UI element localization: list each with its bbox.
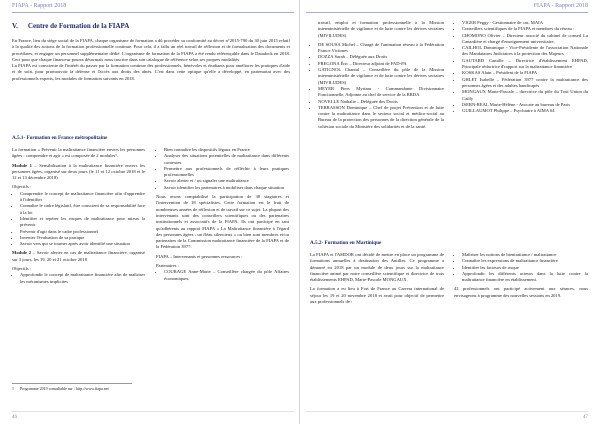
left-header-rule	[12, 12, 294, 13]
list-item: • FREGONA Éric – Directeur adjoint de FAD-PA	[318, 61, 444, 67]
martinique-paragraph-2: La formation a eu lieu à Fort de France au Carrera international de séjour les 19 et 20 novembre 2018 et avait pour objectif de permettre aux professionnels de :	[310, 286, 444, 305]
list-item: • GAUTARD Camille – Directrice d'établissement EHPAD, Principale rédactrice d'rapport sur la maltraitance financière	[462, 58, 588, 71]
right-page-number: 47	[583, 415, 588, 420]
intervenants-label: FIAPA – Intervenants et personnes ressources :	[156, 253, 243, 259]
module-2-paragraph	[12, 250, 145, 263]
participation-paragraph: Nous avons comptabilisé la participation de 38 stagiaires et l'intervention de 18 spécialistes. Cette formation est le fruit de nombreuses années de réflexion et de travail sur ce sujet. La plupart des intervenants sont des conseillers scientifiques ou des partenaires institutionnels et associatifs de la FIAPA. Ils ont participé en tant qu'adhérents au rapport FIAPA « La Maltraitance financière à l'égard des personnes âgées : un fléau silencieux » ou bien sont membres et/ou partenaires de la Commission maltraitance financière de la FIAPA et de la Fédération 3977.	[156, 194, 289, 250]
objectives-list-2-cont	[156, 147, 289, 191]
advisors-list	[454, 20, 588, 114]
list-item: • VIGER Peggy - Gestionnaire de cas, MAIA	[462, 20, 588, 26]
intervenants-list	[310, 42, 444, 130]
footnote-text: Programme 2019 consultable sur : http://www.fiapa.net	[20, 386, 109, 391]
list-item: • CHOMONO Olivier – Directeur associé du cabinet de conseil La Canardière et chargé d'enseignement universitaire,	[462, 33, 588, 46]
section-title	[12, 22, 139, 30]
module-2-label: Module 2	[12, 250, 32, 256]
section-number: V.	[12, 22, 18, 30]
objectifs-2-label: Objectifs :	[12, 266, 32, 272]
subsection-title-france: A.5.1- Formation en France métropolitaine	[12, 135, 108, 141]
module-1-label: Module 1	[12, 162, 32, 168]
module-1-text: – Sensibilisation à la maltraitance financière envers les personnes âgées, organisé sur deux jours (le 11 et 12 octobre 2018 et le 12 et 13 décembre 2018).	[12, 162, 145, 181]
list-item: • COURAGE Anne-Marie – Conseillère chargée du pôle Affaires économiques,	[164, 269, 289, 282]
list-item: • Permettre aux professionnels de réfléchir à leurs pratiques professionnelles	[164, 166, 289, 179]
module-1-paragraph	[12, 163, 145, 182]
left-column-b	[156, 147, 289, 285]
list-item: • GUILLAUMOT Philippe – Psychiatre à AIMA 64	[462, 108, 588, 114]
list-item: • Analyser des situations potentielles de maltraitance dans différents contextes	[164, 153, 289, 166]
footnote-number: 1	[12, 386, 14, 391]
right-page	[300, 0, 600, 424]
list-item: • NOVELLE Nathalie – Déléguée des Droits	[318, 99, 444, 105]
list-item: • GHLET Isabelle – Fédération 3977 contre la maltraitance des personnes âgées et des adultes handicapés	[462, 77, 588, 90]
formation-intro: La formation « Prévenir la maltraitance financière envers les personnes âgées : comprendre et agir » est composée de 2 modules¹.	[12, 147, 145, 159]
list-item: • Savoir identifier les partenaires à mobiliser dans chaque situation	[164, 185, 289, 191]
martinique-objectives-list	[454, 252, 588, 283]
list-item: • Inventer l'évaluation de sa pratique	[20, 235, 145, 241]
right-column-b	[454, 20, 588, 117]
list-item: • Identifier et repérer les risques de maltraitance pour mieux la prévenir	[20, 216, 145, 229]
left-page-number: 46	[12, 415, 17, 420]
right-column-a	[310, 20, 444, 133]
module-2-text: – Savoir alerter en cas de maltraitance financière, organisé sur 3 jours, les 19, 20 et 21 octobre 2018	[12, 250, 145, 262]
objectives-list-1	[12, 191, 145, 248]
left-header: FIAPA - Rapport 2018	[12, 3, 67, 9]
list-item: • Savoir alerter et / ou signaler une maltraitance	[164, 178, 289, 184]
list-item: • DOZZA Sarah – Déléguée aux Droits	[318, 54, 444, 60]
partners-list	[156, 269, 289, 282]
right-footer-rule	[306, 411, 588, 412]
section-title-text: Centre de Formation de la FIAPA	[27, 22, 130, 30]
list-item: • MEYER Piers Myriam - Commandante Divisionnaire Fonctionnelle, Adjointe au chef de service de la BRDA	[318, 86, 444, 99]
subsection-title-martinique: A.5.2- Formation en Martinique	[310, 240, 382, 246]
continued-text: travail, emploi et formation professionnelle à la Mission interministérielle de vigilance et de lutte contre les dérives sectaires (MIVILUDES)	[318, 20, 444, 38]
list-item: • KOSKAS Alain – Président de la FIAPA	[462, 70, 588, 76]
right-header: FIAPA - Rapport 2018	[533, 3, 588, 9]
list-item: • Approfondir les différents acteurs dans la lutte contre la maltraitance financière en établissement.	[462, 271, 588, 284]
list-item: • ISERN-REAL Marie-Hélène - Avocate au barreau de Paris	[462, 102, 588, 108]
right-column-c	[310, 252, 444, 308]
list-item: • GATIGNOL Chantal – Conseillère du pôle de la Mission interministérielle de vigilance et de lutte contre les dérives sectaires (MIVILUDES)	[318, 67, 444, 86]
list-item: • DE SOUSA Michel – Chargé de l'animation réseau à la Fédération France Victimes	[318, 42, 444, 55]
list-item: • Approfondir le concept de maltraitance financière afin de maîtriser les mécanismes implicites	[20, 272, 145, 285]
objectifs-1-label: Objectifs :	[12, 184, 32, 190]
list-item: • Conseillers scientifiques de la FIAPA et membres du réseau :	[462, 26, 588, 32]
list-item: • Maîtriser les notions de bientraitance / maltraitance	[462, 252, 588, 258]
list-item: • Bien connaître les dispositifs légaux en France	[164, 147, 289, 153]
left-column-a	[12, 147, 145, 288]
objectives-list-2	[12, 272, 145, 285]
intro-paragraph-1: En France, lieu du siège social de la FIAPA, chaque organisme de formation a dû procéder sa conformité au décret n°2015-790 du 30 juin 2015 relatif à la qualité des actions de la formation professionnelle continue. Pour cela, il a fallu un réel travail de réflexion et de formalisation des documents et procédures, et engager un personnel supplémentaire dédié. L'organisme de formation de la FIAPA a été rendu référençable dans le Datadock en 2018. Ceci pour que chaque financeur pourra désormais nous inscrire dans son catalogue de référence selon ses propres modalités.	[12, 38, 290, 62]
list-item: • CAILHOL Dominique - Vice-Présidente de l'association Nationale des Mandataires Judiciaires à la protection des Majeurs	[462, 45, 588, 58]
list-item: • Savoir vers qui se tourner après avoir identifié une situation	[20, 241, 145, 247]
list-item: • Prévenir d'agir dans le cadre professionnel	[20, 229, 145, 235]
footnote	[12, 383, 132, 391]
list-item: • TERRASSON Dominique – Chef de projet Prévention et de lutte contre la maltraitance dans le secteur social et médico-social au Bureau de la protection des personnes de la direction générale de la cohésion sociale du Ministère des solidarités et de la santé.	[318, 105, 444, 130]
intro-paragraph-2: La FIAPA est consciente de l'intérêt du passer par la formation continue des professionnels, bénévoles et étudiants pour améliorer les pratiques d'aide et de soin, pour promouvoir la défense et l'accès aux droits des aînés. C'est dans cette optique qu'elle a développé, en partenariat avec des professionnels experts, les modules de formation suivants en 2018.	[12, 63, 290, 81]
left-footer-rule	[12, 411, 294, 412]
list-item: • Identifier les facteurs de risque	[462, 265, 588, 271]
participants-paragraph: 42 professionnels ont participé activement aux séances, nous envisageons à programme des nouvelles sessions en 2019.	[454, 286, 588, 298]
martinique-paragraph-1: La FIAPA et l'AMDOR ont décidé de mettre en place un programme de formations annuelles à destination des Antilles. Ce programme a démarré en 2018 par un module de deux jours sur la maltraitance financière animé par notre conseillère scientifique et directrice de trois établissements EHPAD, Marie-Pascale MONGAUX.	[310, 252, 444, 283]
list-item: • Connaître le cadre législatif, être conscient de sa responsabilité face à la loi	[20, 203, 145, 216]
list-item: • MONGAUX Marie-Pascale – directrice du pôle du Tout Union du Cailly	[462, 89, 588, 102]
right-column-d	[454, 252, 588, 302]
partenaires-label: Partenaires :	[156, 263, 179, 269]
intro-text	[12, 38, 290, 82]
right-header-rule	[306, 12, 588, 13]
list-item: • Comprendre le concept de maltraitance financière afin d'apprendre à l'identifier	[20, 191, 145, 204]
list-item: • Connaître les expressions de maltraitance financière	[462, 258, 588, 264]
